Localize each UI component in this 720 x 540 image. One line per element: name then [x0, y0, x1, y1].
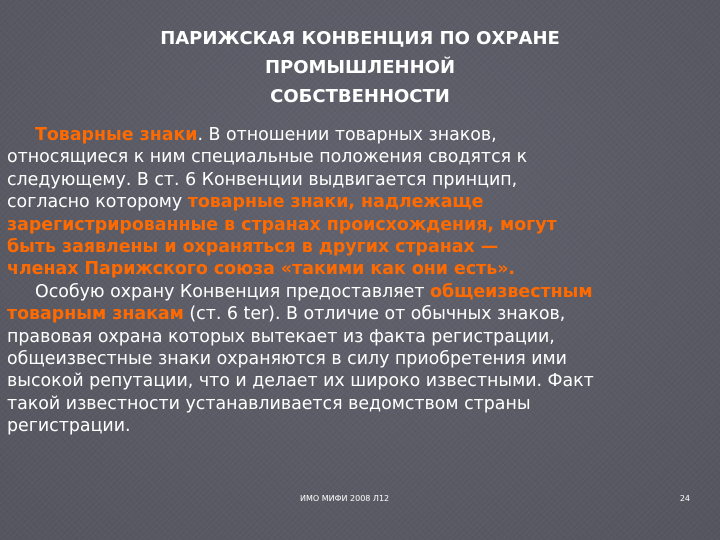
- title-line-3: СОБСТВЕННОСТИ: [270, 86, 450, 107]
- p1-line-4-text: согласно которому: [7, 192, 188, 213]
- title-line-1: ПАРИЖСКАЯ КОНВЕНЦИЯ ПО ОХРАНЕ: [160, 28, 560, 49]
- p2-line-7: регистрации.: [7, 416, 131, 437]
- term-trademarks-2: товарным знакам: [7, 304, 184, 325]
- p1-line-1: [7, 124, 717, 146]
- p2-line-4: общеизвестные знаки охраняются в силу приобретения ими: [7, 349, 567, 370]
- term-well-known: общеизвестным: [430, 281, 593, 302]
- slide-footer: ИМО МИФИ 2008 Л12: [300, 494, 390, 503]
- p2-line-2: [7, 303, 717, 325]
- p2-line-5: высокой репутации, что и делает их широко известными. Факт: [7, 371, 594, 392]
- p1-highlight-start: товарные знаки, надлежаще: [187, 192, 484, 213]
- p2-line-1-text: Особую охрану Конвенция предоставляет: [35, 281, 430, 302]
- title-line-2: ПРОМЫШЛЕННОЙ: [264, 57, 456, 78]
- p1-line-3: следующему. В ст. 6 Конвенции выдвигается принцип,: [7, 169, 518, 190]
- slide-title: [90, 24, 630, 111]
- paragraph-trademarks: [7, 124, 717, 281]
- page-number: 24: [679, 494, 690, 503]
- p1-line-1-text: . В отношении товарных знаков,: [197, 125, 497, 145]
- p2-line-6: такой известности устанавливается ведомством страны: [7, 393, 531, 414]
- p2-line-1: [7, 281, 717, 303]
- p1-line-6: быть заявлены и охраняться в других странах —: [7, 237, 499, 258]
- p1-line-5: зарегистрированные в странах происхождения, могут: [7, 214, 557, 235]
- term-trademarks: Товарные знаки: [35, 125, 198, 145]
- slide-body: [7, 124, 717, 438]
- p1-line-2: относящиеся к ним специальные положения сводятся к: [7, 147, 528, 168]
- p2-line-2-text: (ст. 6 ter). В отличие от обычных знаков,: [183, 304, 566, 325]
- paragraph-well-known-marks: [7, 281, 717, 438]
- p1-line-4: [7, 191, 717, 213]
- p2-line-3: правовая охрана которых вытекает из факта регистрации,: [7, 326, 555, 347]
- p1-line-7: членах Парижского союза «такими как они есть».: [7, 259, 516, 280]
